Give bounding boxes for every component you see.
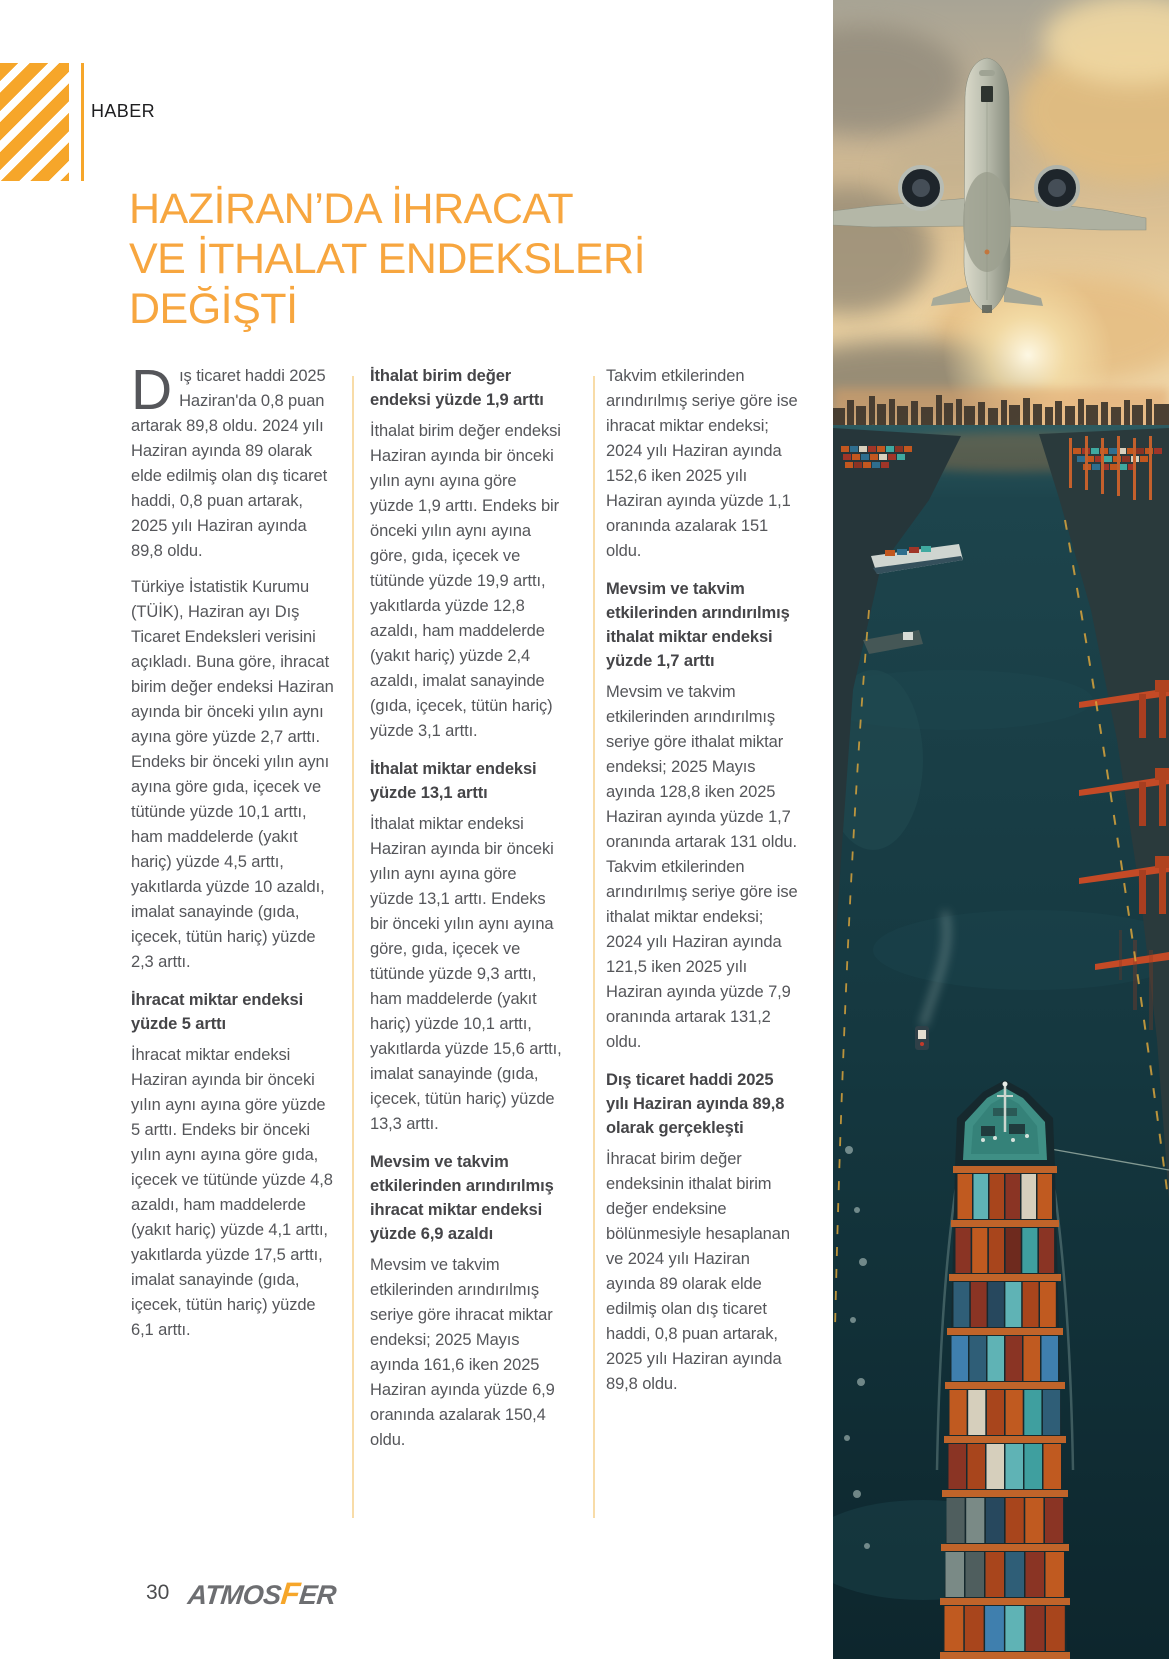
paragraph: Takvim etkilerinden arındırılmış seriye göre ise ihracat miktar endeksi; 2024 yılı Haziran ayında 152,6 iken 2025 yılı Haziran ayında yüzde 1,1 oranında azalarak 151 oldu. <box>606 367 798 560</box>
paragraph: Mevsim ve takvim etkilerinden arındırılmış seriye göre ithalat miktar endeksi; 2025 Mayıs ayında 128,8 iken 2025 Haziran ayında yüzde 1,7 oranında artarak 131 oldu. Takvim etkilerinden arındırılmış seriye göre ise ithalat miktar endeksi; 2024 yılı Haziran ayında 121,5 iken 2025 yılı Haziran ayında yüzde 7,9 oranında artarak 131,2 oldu. <box>606 683 798 1051</box>
subheading: İhracat miktar endeksi yüzde 5 arttı <box>131 991 304 1033</box>
subheading: Mevsim ve takvim etkilerinden arındırılmış ithalat miktar endeksi yüzde 1,7 arttı <box>606 580 790 670</box>
article-title-line-1: HAZİRAN’DA İHRACAT <box>129 185 574 233</box>
drop-cap: D <box>131 358 173 422</box>
text-column-3 <box>606 364 798 1408</box>
paragraph: Türkiye İstatistik Kurumu (TÜİK), Haziran ayı Dış Ticaret Endeksleri verisini açıkladı. Buna göre, ihracat birim değer endeksi Haziran ayında bir önceki yılın aynı ayına göre yüzde 2,7 arttı. Endeks bir önceki yılın aynı ayına göre gıda, içecek ve tütünde yüzde 10,1 arttı, ham maddelerde (yakıt hariç) yüzde 4,5 arttı, yakıtlarda yüzde 10 azaldı, imalat sanayinde (gıda, içecek, tütün hariç) yüzde 2,3 arttı. <box>131 578 334 971</box>
subheading: İthalat miktar endeksi yüzde 13,1 arttı <box>370 760 537 802</box>
paragraph: Mevsim ve takvim etkilerinden arındırılmış seriye göre ihracat miktar endeksi; 2025 Mayıs ayında 161,6 iken 2025 Haziran ayında yüzde 6,9 oranında azalarak 150,4 oldu. <box>370 1256 555 1449</box>
airplane-harbor-photo-art <box>833 0 1169 1659</box>
paragraph-text: ış ticaret haddi 2025 Haziran'da 0,8 puan artarak 89,8 oldu. 2024 yılı Haziran ayında 89 olarak elde edilmiş olan dış ticaret haddi, 0,8 puan artarak, 2025 yılı Haziran ayında 89,8 oldu. <box>131 367 328 560</box>
logo-text-er: ER <box>297 1580 338 1610</box>
logo-text-atmos: ATMOS <box>186 1580 283 1610</box>
subheading: Mevsim ve takvim etkilerinden arındırılmış ihracat miktar endeksi yüzde 6,9 azaldı <box>370 1153 554 1243</box>
striped-brand-logo <box>0 63 69 181</box>
article-title-line-2: VE İTHALAT ENDEKSLERİ <box>129 235 646 283</box>
paragraph: İhracat miktar endeksi Haziran ayında bir önceki yılın aynı ayına göre yüzde 5 arttı. Endeks bir önceki yılın aynı ayına göre gıda, içecek ve tütünde yüzde 4,8 azaldı, ham maddelerde (yakıt hariç) yüzde 4,1 arttı, yakıtlarda yüzde 17,5 arttı, imalat sanayinde (gıda, içecek, tütün hariç) yüzde 6,1 arttı. <box>131 1046 333 1339</box>
column-divider-2 <box>593 376 595 1518</box>
text-column-2 <box>370 364 562 1464</box>
kicker-divider-rule <box>81 63 84 181</box>
subheading: Dış ticaret haddi 2025 yılı Haziran ayında 89,8 olarak gerçekleşti <box>606 1071 785 1137</box>
paragraph: İhracat birim değer endeksinin ithalat birim değer endeksine bölünmesiyle hesaplanan ve 2024 yılı Haziran ayında 89 olarak elde edilmiş olan dış ticaret haddi, 0,8 puan artarak, 2025 yılı Haziran ayında 89,8 oldu. <box>606 1150 790 1393</box>
logo-letter-f: F <box>279 1576 302 1611</box>
subheading: İthalat birim değer endeksi yüzde 1,9 arttı <box>370 367 544 409</box>
paragraph: İthalat birim değer endeksi Haziran ayında bir önceki yılın aynı ayına göre yüzde 1,9 arttı. Endeks bir önceki yılın aynı ayına göre, gıda, içecek ve tütünde yüzde 19,9 arttı, yakıtlarda yüzde 12,8 azaldı, ham maddelerde (yakıt hariç) yüzde 2,4 azaldı, imalat sanayinde (gıda, içecek, tütün hariç) yüzde 3,1 arttı. <box>370 422 561 740</box>
atmosfer-magazine-logo <box>186 1576 338 1612</box>
column-divider-1 <box>352 376 354 1518</box>
section-kicker: HABER <box>91 101 156 121</box>
article-title-line-3: DEĞİŞTİ <box>129 285 298 333</box>
page-number: 30 <box>146 1581 170 1604</box>
paragraph <box>131 358 337 564</box>
article-title <box>129 184 645 334</box>
paragraph: İthalat miktar endeksi Haziran ayında bir önceki yılın aynı ayına göre yüzde 13,1 arttı. Endeks bir önceki yılın aynı ayına göre, gıda, içecek ve tütünde yüzde 9,3 arttı, ham maddelerde (yakıt hariç) yüzde 10,1 arttı, yakıtlarda yüzde 15,6 arttı, imalat sanayinde (gıda, içecek, tütün hariç) yüzde 13,3 arttı. <box>370 815 562 1133</box>
airplane-harbor-photo <box>833 0 1169 1659</box>
text-column-1 <box>131 358 337 1354</box>
